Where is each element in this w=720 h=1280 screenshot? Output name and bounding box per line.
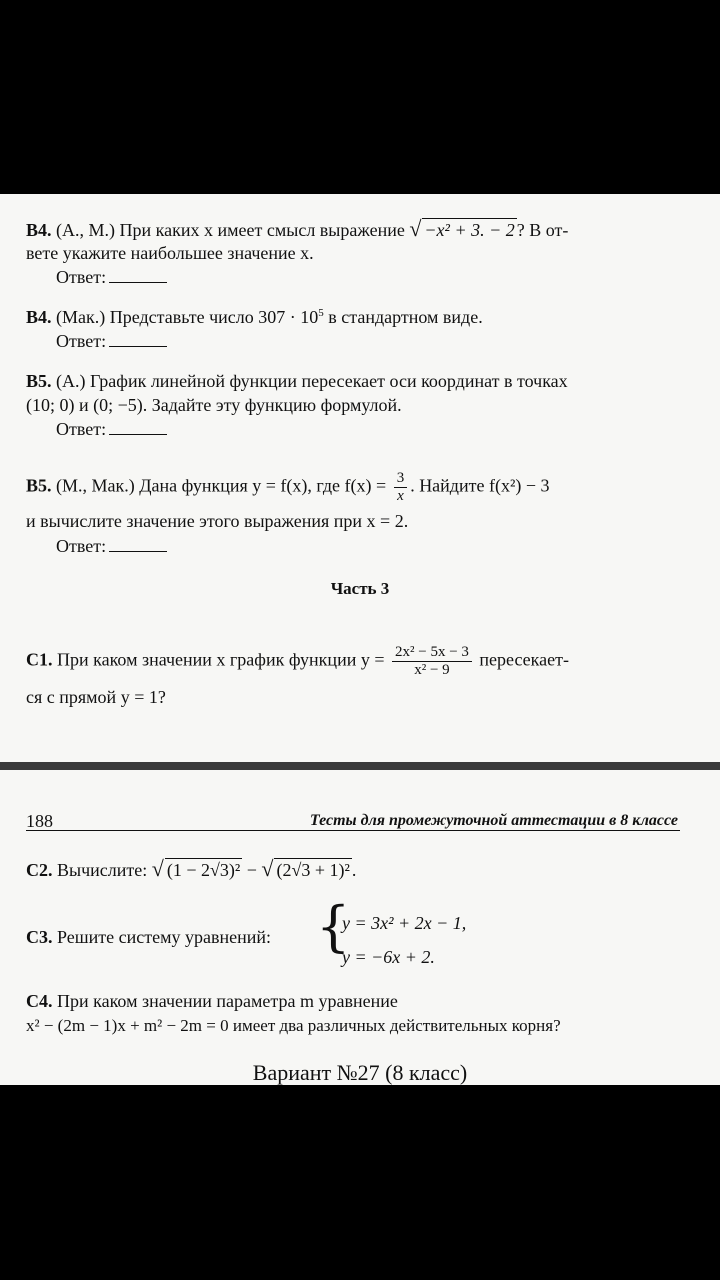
problem-b5-first-line2: (10; 0) и (0; −5). Задайте эту функцию формулой. xyxy=(26,395,402,415)
fraction-denominator: x² − 9 xyxy=(414,662,450,678)
answer-line xyxy=(56,266,167,288)
answer-label: Ответ: xyxy=(56,267,107,287)
problem-text-tail: пересекает- xyxy=(479,649,569,670)
part-title: Часть 3 xyxy=(330,579,390,598)
answer-line xyxy=(56,535,167,557)
minus-sign: − xyxy=(246,860,257,880)
problem-b4-second xyxy=(26,306,483,328)
problem-c1 xyxy=(26,644,569,679)
problem-b5-second xyxy=(26,470,550,505)
answer-label: Ответ: xyxy=(56,536,107,556)
radicand: −x² + 3. − 2 xyxy=(424,220,515,240)
problem-label: В5. xyxy=(26,371,52,391)
problem-c4-line2: x² − (2m − 1)x + m² − 2m = 0 имеет два различных действительных корня? xyxy=(26,1016,561,1035)
textbook-page-upper xyxy=(0,194,720,762)
problem-text: Вычислите: xyxy=(57,860,148,880)
answer-label: Ответ: xyxy=(56,331,107,351)
problem-b4-first-line2: вете укажите наибольшее значение x. xyxy=(26,243,314,263)
problem-text: Решите систему уравнений: xyxy=(57,927,271,947)
problem-c2 xyxy=(26,858,356,881)
answer-line xyxy=(56,418,167,440)
problem-text-tail: . Найдите f(x²) − 3 xyxy=(410,475,550,496)
problem-authors: (А.) xyxy=(56,371,86,391)
problem-text-tail: ? В от- xyxy=(516,220,569,240)
running-header: Тесты для промежуточной аттестации в 8 классе xyxy=(309,812,678,829)
page-number: 188 xyxy=(26,811,53,831)
problem-b5-first xyxy=(26,370,568,392)
problem-text-tail: в стандартном виде. xyxy=(323,307,483,327)
period: . xyxy=(351,860,357,880)
header-rule xyxy=(26,830,680,831)
textbook-page-lower xyxy=(0,770,720,1085)
problem-b5-second-line2: и вычислите значение этого выражения при x = 2. xyxy=(26,511,409,531)
system-brace: { xyxy=(316,895,351,958)
problem-label: В4. xyxy=(26,307,52,327)
answer-blank xyxy=(109,332,167,347)
problem-text: При каком значении параметра m уравнение xyxy=(57,991,398,1011)
sqrt-sign: √ xyxy=(151,856,164,881)
problem-text: Представьте число 307 · 10 xyxy=(109,307,319,327)
fraction xyxy=(394,470,408,505)
answer-blank xyxy=(109,420,167,435)
problem-authors: (Мак.) xyxy=(56,307,106,327)
problem-text: Дана функция y = f(x), где f(x) = xyxy=(139,475,387,496)
answer-line xyxy=(56,330,167,352)
radicand: (2√3 + 1)² xyxy=(276,860,350,880)
problem-label: В4. xyxy=(26,220,52,240)
problem-label: С3. xyxy=(26,927,53,947)
problem-text: При каком значении x график функции y = xyxy=(57,649,385,670)
page-separator xyxy=(0,762,720,770)
system-equation: y = −6x + 2. xyxy=(342,947,435,967)
fraction xyxy=(392,644,472,679)
problem-text: График линейной функции пересекает оси координат в точках xyxy=(90,371,568,391)
problem-label: С4. xyxy=(26,991,53,1011)
sqrt-sign: √ xyxy=(261,856,274,881)
system-equation: y = 3x² + 2x − 1, xyxy=(342,913,467,933)
answer-blank xyxy=(109,537,167,552)
problem-authors: (М., Мак.) xyxy=(56,475,135,496)
problem-c1-line2: ся с прямой y = 1? xyxy=(26,687,166,707)
sqrt-sign: √ xyxy=(409,216,422,241)
problem-authors: (А., М.) xyxy=(56,220,116,240)
exponent: 5 xyxy=(318,307,324,319)
fraction-numerator: 2x² − 5x − 3 xyxy=(392,644,472,662)
problem-text: При каких x имеет смысл выражение xyxy=(119,220,405,240)
fraction-denominator: x xyxy=(397,488,404,504)
problem-c4 xyxy=(26,990,398,1012)
fraction-numerator: 3 xyxy=(394,470,408,488)
variant-title: Вариант №27 (8 класс) xyxy=(252,1060,468,1085)
answer-label: Ответ: xyxy=(56,419,107,439)
problem-label: С2. xyxy=(26,860,53,880)
problem-label: В5. xyxy=(26,475,52,496)
radicand: (1 − 2√3)² xyxy=(166,860,241,880)
problem-c3 xyxy=(26,926,271,948)
problem-label: С1. xyxy=(26,649,53,670)
answer-blank xyxy=(109,268,167,283)
problem-b4-first xyxy=(26,218,568,241)
